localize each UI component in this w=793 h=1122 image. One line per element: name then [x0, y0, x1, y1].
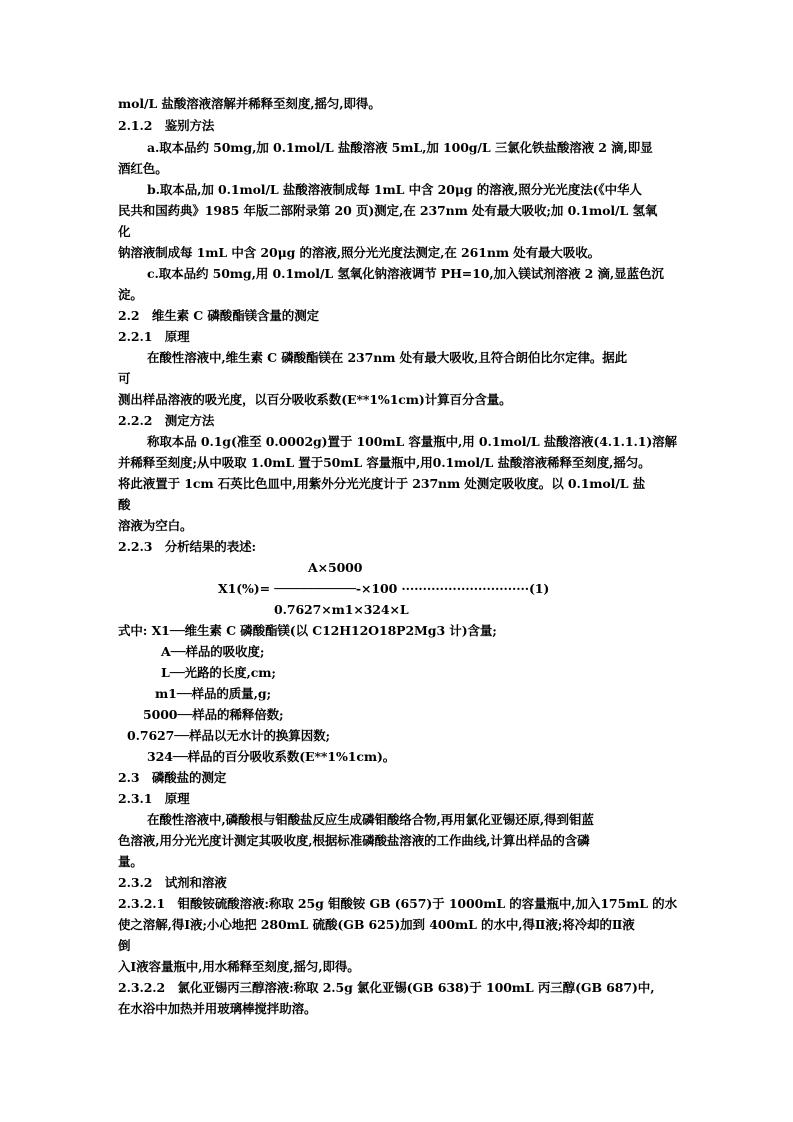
formula-variable: 324──样品的百分吸收系数(E**1%1cm)。 — [147, 749, 396, 764]
text-line: 2.3.2.2 氯化亚锡丙三醇溶液:称取 2.5g 氯化亚锡(GB 638)于 100mL 丙三醇(GB 687)中, — [118, 980, 655, 995]
text-line: 量。 — [118, 854, 143, 869]
text-line: 使之溶解,得Ⅰ液;小心地把 280mL 硫酸(GB 625)加到 400mL 的水中,得Ⅱ液;将冷却的Ⅱ液 — [118, 917, 635, 932]
text-line: 化 — [118, 224, 131, 239]
text-line: c.取本品约 50mg,用 0.1mol/L 氢氧化钠溶液调节 PH=10,加入镁试剂溶液 2 滴,显蓝色沉 — [147, 266, 664, 281]
section-heading: 2.2 维生素 C 磷酸酯镁含量的测定 — [118, 308, 319, 323]
text-line: 民共和国药典》1985 年版二部附录第 20 页)测定,在 237nm 处有最大吸收;加 0.1mol/L 氢氧 — [118, 203, 658, 218]
section-heading: 2.3 磷酸盐的测定 — [118, 770, 227, 785]
text-line: a.取本品约 50mg,加 0.1mol/L 盐酸溶液 5mL,加 100g/L 三氯化铁盐酸溶液 2 滴,即显 — [147, 140, 653, 155]
formula-variable: m1──样品的质量,g; — [155, 686, 271, 701]
text-line: 酒红色。 — [118, 161, 168, 176]
text-line: b.取本品,加 0.1mol/L 盐酸溶液制成每 1mL 中含 20μg 的溶液,照分光光度法(《中华人 — [147, 182, 642, 197]
text-line: 并稀释至刻度;从中吸取 1.0mL 置于50mL 容量瓶中,用0.1mol/L 盐酸溶液稀释至刻度,摇匀。 — [118, 455, 651, 470]
formula-variable: 0.7627──样品以无水计的换算因数; — [127, 728, 331, 743]
text-line: 色溶液,用分光光度计测定其吸收度,根据标准磷酸盐溶液的工作曲线,计算出样品的含磷 — [118, 833, 590, 848]
text-line: 可 — [118, 371, 131, 386]
section-heading: 2.3.1 原理 — [118, 791, 190, 806]
section-heading: 2.2.2 测定方法 — [118, 413, 215, 428]
text-line: 在水浴中加热并用玻璃棒搅拌助溶。 — [118, 1001, 317, 1016]
section-heading: 2.3.2 试剂和溶液 — [118, 875, 227, 890]
text-line: 称取本品 0.1g(准至 0.0002g)置于 100mL 容量瓶中,用 0.1mol/L 盐酸溶液(4.1.1.1)溶解 — [147, 434, 677, 449]
section-heading: 2.1.2 鉴别方法 — [118, 118, 215, 133]
text-line: 溶液为空白。 — [118, 518, 193, 533]
formula-variable: L──光路的长度,cm; — [161, 665, 276, 680]
text-line: 2.3.2.1 钼酸铵硫酸溶液:称取 25g 钼酸铵 GB (657)于 1000mL 的容量瓶中,加入175mL 的水 — [118, 896, 677, 911]
text-line: mol/L 盐酸溶液溶解并稀释至刻度,摇匀,即得。 — [118, 96, 381, 111]
text-line: 在酸性溶液中,维生素 C 磷酸酯镁在 237nm 处有最大吸收,且符合朗伯比尔定律。据此 — [147, 350, 628, 365]
text-line: 酸 — [118, 497, 131, 512]
formula-variable: 5000──样品的稀释倍数; — [143, 707, 284, 722]
section-heading: 2.2.1 原理 — [118, 329, 190, 344]
formula-denominator: 0.7627×m1×324×L — [274, 602, 409, 617]
formula-line: X1(%)= ───────────-×100 ······························(1) — [218, 581, 550, 596]
text-line: 测出样品溶液的吸光度，以百分吸收系数(E**1%1cm)计算百分含量。 — [118, 392, 512, 407]
text-line: 式中: X1──维生素 C 磷酸酯镁(以 C12H12O18P2Mg3 计)含量; — [118, 623, 497, 638]
section-heading: 2.2.3 分析结果的表述: — [118, 539, 257, 554]
text-line: 钠溶液制成每 1mL 中含 20μg 的溶液,照分光光度法测定,在 261nm 处有最大吸收。 — [118, 245, 601, 260]
text-line: 入Ⅰ液容量瓶中,用水稀释至刻度,摇匀,即得。 — [118, 959, 360, 974]
formula-variable: A──样品的吸收度; — [161, 644, 265, 659]
text-line: 在酸性溶液中,磷酸根与钼酸盐反应生成磷钼酸络合物,再用氯化亚锡还原,得到钼蓝 — [147, 812, 594, 827]
text-line: 倒 — [118, 938, 131, 953]
formula-numerator: A×5000 — [308, 560, 363, 575]
text-line: 将此液置于 1cm 石英比色皿中,用紫外分光光度计于 237nm 处测定吸收度。以 0.1mol/L 盐 — [118, 476, 646, 491]
text-line: 淀。 — [118, 287, 143, 302]
